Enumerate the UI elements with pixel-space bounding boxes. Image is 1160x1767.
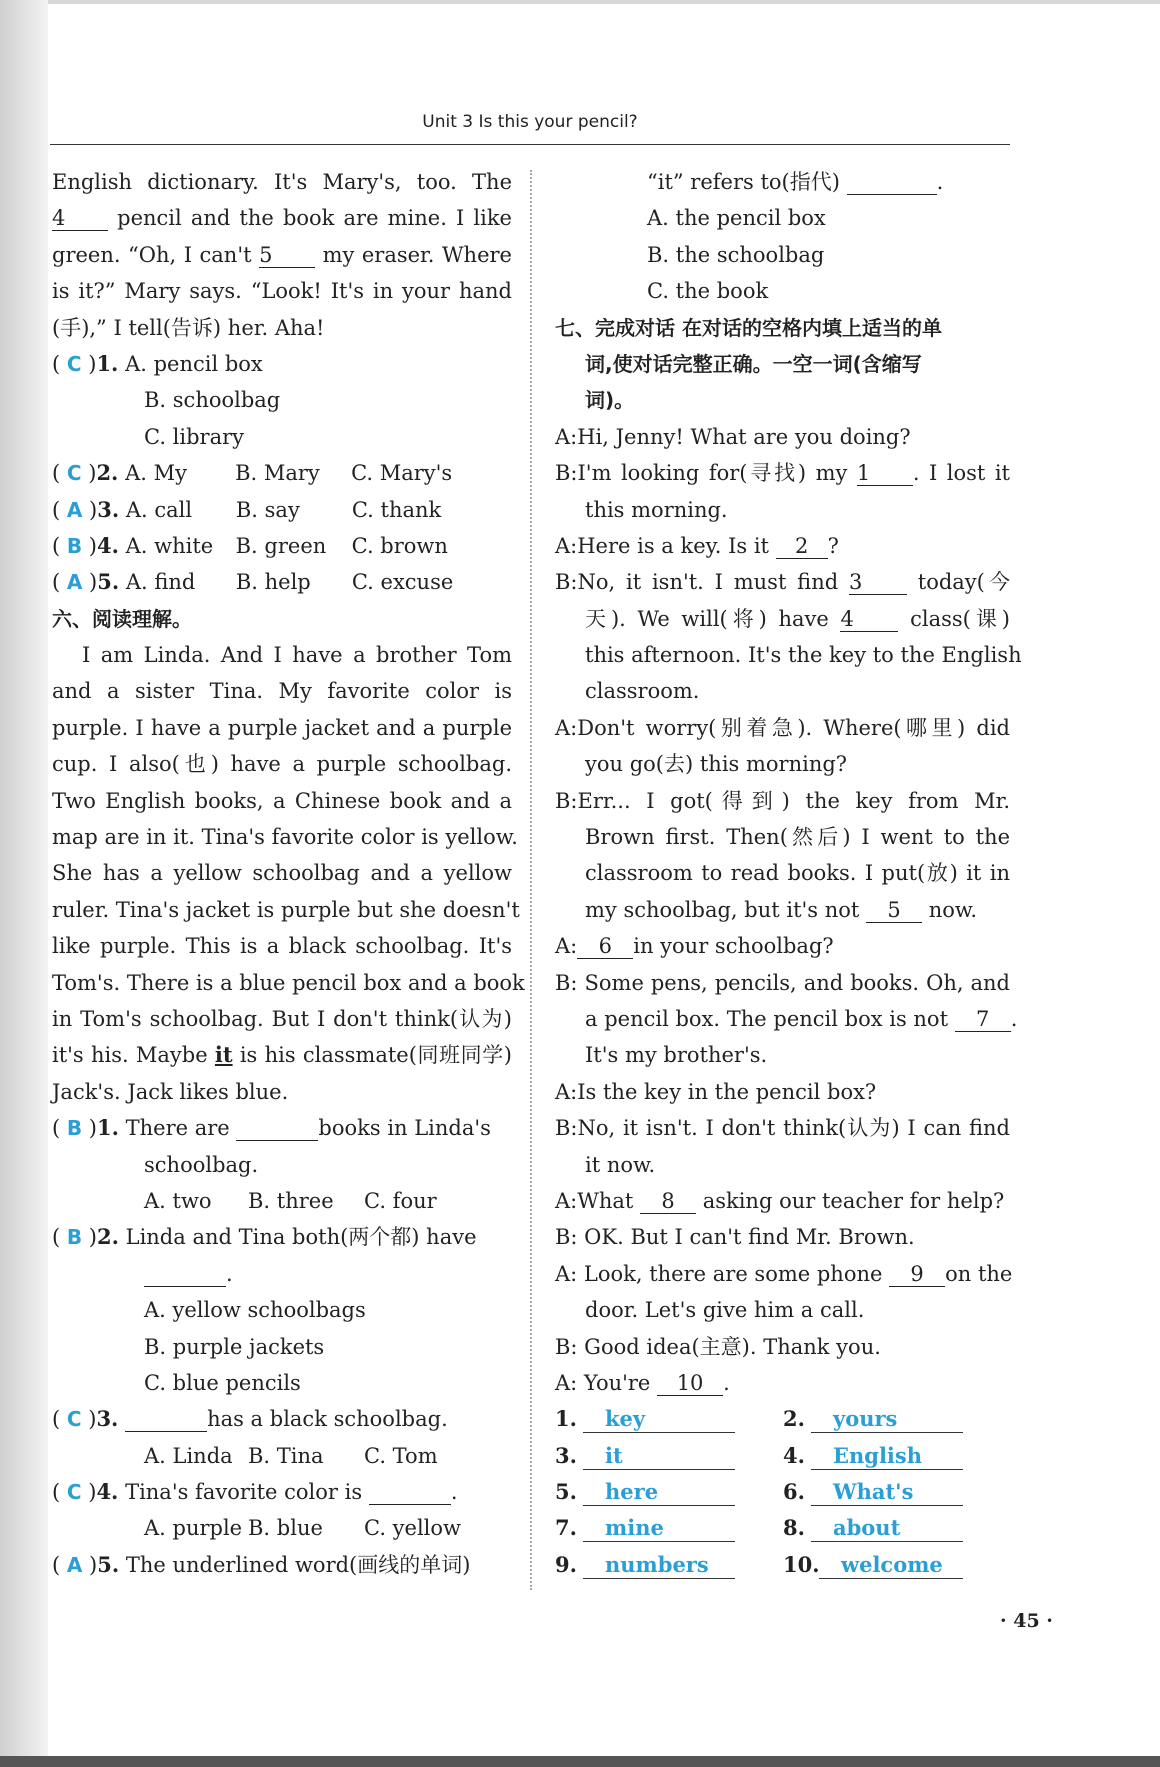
answer-key: yours — [811, 1406, 963, 1433]
dialog-line: B:I'm looking for(寻找) my 1 . I lost it — [555, 461, 1010, 486]
option: A. the pencil box — [647, 206, 826, 231]
dialog-line: classroom. — [585, 679, 700, 704]
dialog-line: B:No, it isn't. I must find 3 today(今 — [555, 570, 1010, 595]
running-header: Unit 3 Is this your pencil? — [422, 112, 638, 132]
column-divider — [530, 170, 532, 1590]
reading-question-5: ( A )5. The underlined word(画线的单词) — [52, 1551, 471, 1577]
reading-question-4: ( C )4. Tina's favorite color is . — [52, 1479, 458, 1505]
dialog-line: 天). We will(将) have 4 class(课) — [585, 606, 1010, 631]
answer-key: it — [583, 1443, 735, 1470]
option: C. the book — [647, 279, 769, 304]
cloze-question: ( C )1. A. pencil box — [52, 350, 263, 376]
cloze-question: ( B )4. A. white B. green C. brown — [52, 532, 448, 558]
options: A. two B. three C. four — [144, 1188, 437, 1213]
cloze-option: C. library — [144, 424, 245, 449]
reading-question-2: ( B )2. Linda and Tina both(两个都) have — [52, 1224, 477, 1250]
option: C. blue pencils — [144, 1370, 301, 1395]
dialog-line: this morning. — [585, 497, 728, 522]
dialog-line: A: You're 10 . — [555, 1370, 730, 1395]
answer-key: key — [583, 1406, 735, 1433]
section-heading-7: 词)。 — [585, 388, 635, 413]
section-heading-6: 六、阅读理解。 — [52, 606, 192, 631]
header-rule — [50, 144, 1010, 145]
reading-line: Two English books, a Chinese book and a — [52, 788, 512, 813]
dialog-line: A:Here is a key. Is it 2 ? — [555, 533, 839, 558]
section-heading-7: 词,使对话完整正确。一空一词(含缩写 — [585, 351, 922, 376]
reading-line: ruler. Tina's jacket is purple but she doesn't — [52, 897, 520, 922]
question-text: schoolbag. — [144, 1152, 259, 1177]
answer-row: 3. it 4. English — [555, 1438, 1010, 1474]
reading-question-1: ( B )1. There are books in Linda's — [52, 1115, 491, 1141]
blank-5: 5 — [259, 243, 315, 268]
reading-line: and a sister Tina. My favorite color is — [52, 679, 512, 704]
dialog-line: a pencil box. The pencil box is not 7 . — [585, 1006, 1018, 1031]
page-gutter-shadow — [0, 0, 48, 1767]
reading-question-3: ( C )3. has a black schoolbag. — [52, 1406, 448, 1432]
dialog-line: A: 6 in your schoolbag? — [555, 934, 834, 959]
blank-4: 4 — [52, 206, 108, 231]
passage-line: green. “Oh, I can't 5 my eraser. Where — [52, 242, 512, 267]
passage-line: (手),” I tell(告诉) her. Aha! — [52, 315, 325, 340]
page-number: · 45 · — [1000, 1610, 1053, 1632]
answer-key: here — [583, 1479, 735, 1506]
options: A. purple B. blue C. yellow — [144, 1516, 462, 1541]
dialog-line: A:Don't worry(别着急). Where(哪里) did — [555, 715, 1010, 740]
reading-line: I am Linda. And I have a brother Tom — [82, 643, 512, 668]
dialog-line: B: Some pens, pencils, and books. Oh, and — [555, 970, 1010, 995]
reading-line: purple. I have a purple jacket and a purple — [52, 715, 512, 740]
dialog-line: B:Err... I got(得到) the key from Mr. — [555, 788, 1010, 813]
dialog-line: my schoolbag, but it's not 5 now. — [585, 897, 978, 922]
reading-line: Jack's. Jack likes blue. — [52, 1079, 289, 1104]
reading-line: Tom's. There is a blue pencil box and a book — [52, 970, 525, 995]
option: A. yellow schoolbags — [144, 1298, 366, 1323]
dialog-line: B: OK. But I can't find Mr. Brown. — [555, 1225, 915, 1250]
dialog-line: A:Hi, Jenny! What are you doing? — [555, 424, 911, 449]
answer-letter: C — [66, 351, 82, 376]
reading-line: She has a yellow schoolbag and a yellow — [52, 861, 512, 886]
cloze-question: ( A )3. A. call B. say C. thank — [52, 496, 442, 522]
passage-line: English dictionary. It's Mary's, too. The — [52, 170, 512, 194]
section-heading-7: 七、完成对话 在对话的空格内填上适当的单 — [555, 315, 942, 340]
answer-key: welcome — [819, 1552, 963, 1579]
option: B. the schoolbag — [647, 242, 825, 267]
dialog-line: it now. — [585, 1152, 656, 1177]
passage-line: 4 pencil and the book are mine. I like — [52, 206, 512, 231]
answer-key: mine — [583, 1515, 735, 1542]
answer-row: 9. numbers 10. welcome — [555, 1547, 1010, 1583]
underlined-word: it — [214, 1042, 233, 1068]
reading-line: map are in it. Tina's favorite color is yellow. — [52, 825, 518, 850]
dialog-line: this afternoon. It's the key to the English — [585, 643, 1022, 668]
answer-key: English — [811, 1443, 963, 1470]
answer-blank-line: . — [52, 1256, 512, 1292]
cloze-question: ( A )5. A. find B. help C. excuse — [52, 569, 454, 595]
reading-line: it's his. Maybe it is his classmate(同班同学) — [52, 1042, 512, 1068]
dialog-line: classroom to read books. I put(放) it in — [585, 861, 1010, 886]
dialog-line: A: Look, there are some phone 9 on the — [555, 1261, 1013, 1286]
answer-row: 1. key 2. yours — [555, 1401, 1010, 1437]
passage-line: is it?” Mary says. “Look! It's in your hand — [52, 279, 512, 304]
answer-row: 7. mine 8. about — [555, 1510, 1010, 1546]
left-column — [52, 164, 525, 1583]
bottom-edge — [0, 1756, 1160, 1767]
cloze-option: B. schoolbag — [144, 388, 281, 413]
dialog-line: A:Is the key in the pencil box? — [555, 1079, 877, 1104]
dialog-line: A:What 8 asking our teacher for help? — [555, 1188, 1005, 1213]
answer-key: numbers — [583, 1552, 735, 1579]
answer-key: What's — [811, 1479, 963, 1506]
dialog-line: It's my brother's. — [585, 1043, 768, 1068]
reading-line: cup. I also(也) have a purple schoolbag. — [52, 752, 512, 777]
question-text: “it” refers to(指代) . — [647, 170, 944, 194]
dialog-line: door. Let's give him a call. — [585, 1298, 865, 1323]
option: B. purple jackets — [144, 1334, 325, 1359]
dialog-line: B:No, it isn't. I don't think(认为) I can find — [555, 1116, 1010, 1141]
options: A. Linda B. Tina C. Tom — [144, 1443, 438, 1468]
dialog-line: Brown first. Then(然后) I went to the — [585, 825, 1010, 850]
reading-line: like purple. This is a black schoolbag. It's — [52, 934, 512, 959]
dialog-line: B: Good idea(主意). Thank you. — [555, 1334, 881, 1359]
answer-blank — [236, 1116, 318, 1141]
answer-row: 5. here 6. What's — [555, 1474, 1010, 1510]
dialog-line: you go(去) this morning? — [585, 752, 848, 777]
right-column — [555, 164, 1022, 1583]
cloze-question: ( C )2. A. My B. Mary C. Mary's — [52, 460, 453, 486]
reading-line: in Tom's schoolbag. But I don't think(认为) — [52, 1006, 512, 1031]
answer-key: about — [811, 1515, 963, 1542]
